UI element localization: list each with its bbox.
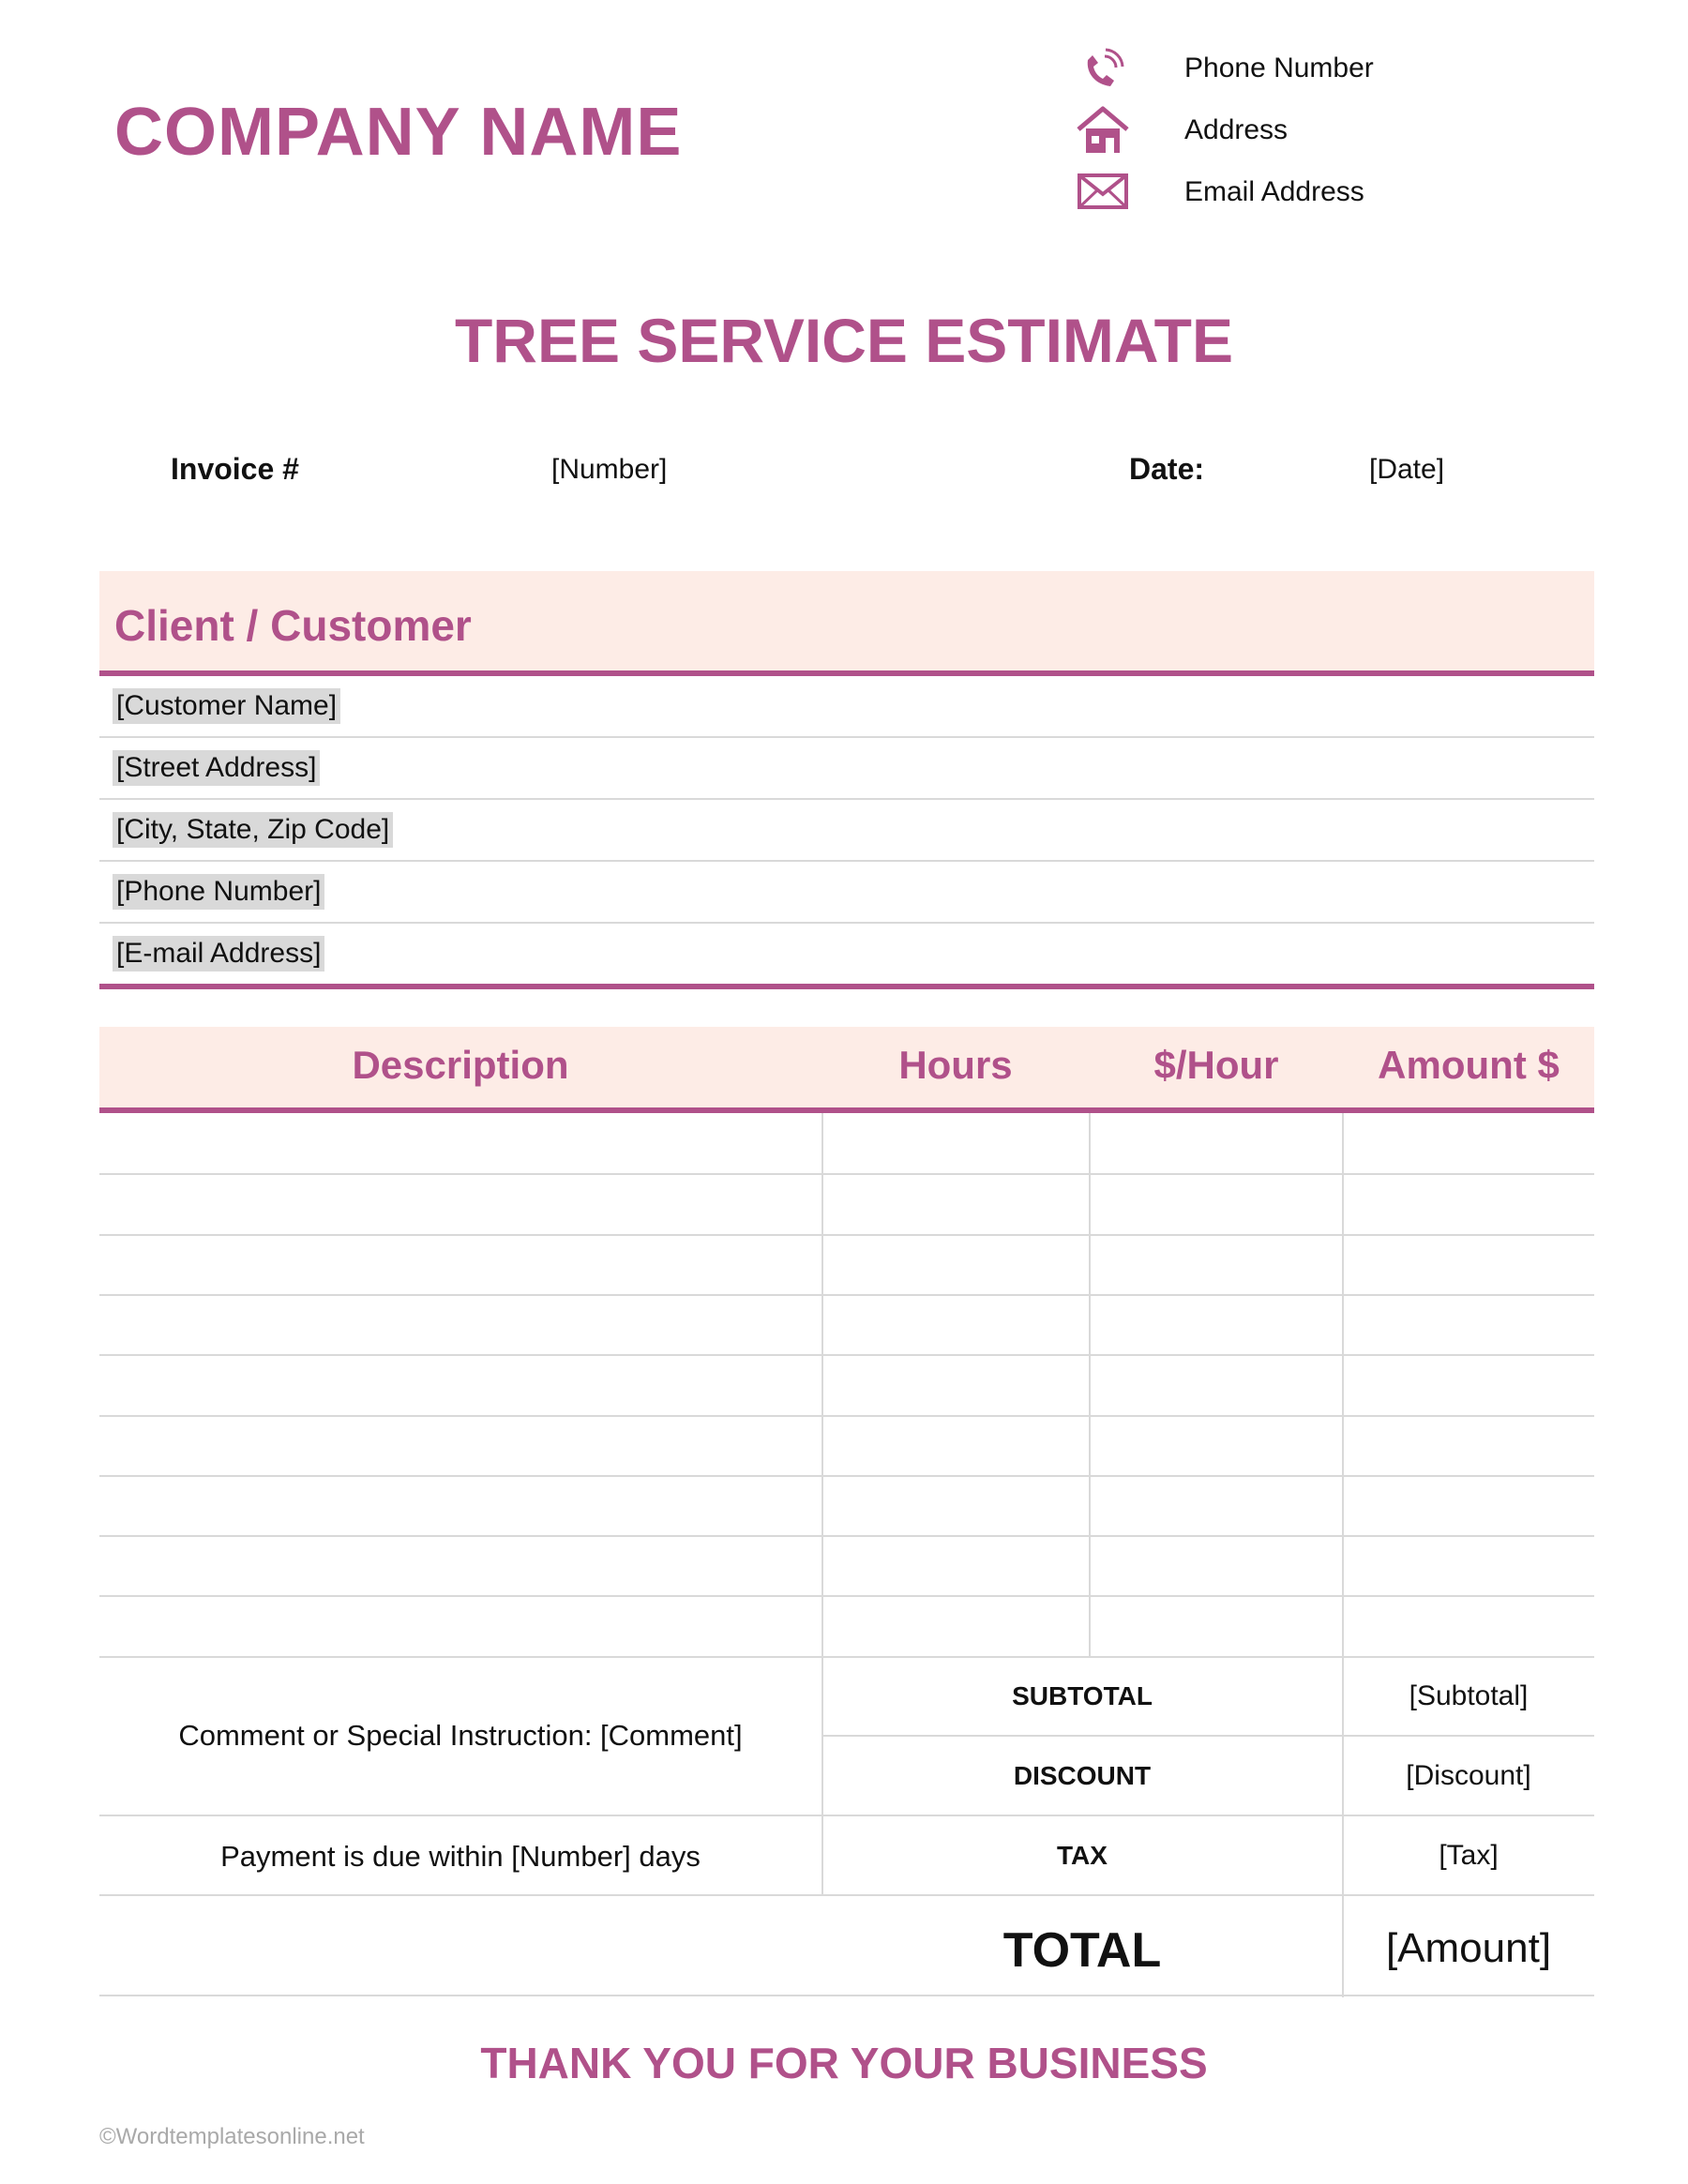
house-icon bbox=[1075, 103, 1131, 159]
row-divider bbox=[99, 1595, 1594, 1597]
items-header-rule bbox=[99, 1107, 1594, 1113]
column-header-rate: $/Hour bbox=[1153, 1043, 1279, 1087]
row-divider bbox=[99, 1173, 1594, 1175]
client-heading: Client / Customer bbox=[114, 601, 472, 650]
divider bbox=[99, 860, 1594, 862]
payment-terms[interactable]: Payment is due within [Number] days bbox=[220, 1840, 701, 1873]
divider bbox=[99, 1815, 1594, 1816]
discount-value[interactable]: [Discount] bbox=[1406, 1760, 1531, 1791]
credit-text: ©Wordtemplatesonline.net bbox=[99, 2124, 365, 2149]
row-divider bbox=[99, 1475, 1594, 1477]
divider bbox=[99, 736, 1594, 738]
column-header-description: Description bbox=[352, 1043, 569, 1087]
contact-phone: Phone Number bbox=[1184, 53, 1374, 83]
row-divider bbox=[99, 1415, 1594, 1417]
row-divider bbox=[99, 1234, 1594, 1236]
date-value[interactable]: [Date] bbox=[1369, 454, 1445, 485]
total-label: TOTAL bbox=[1002, 1923, 1162, 1978]
total-value[interactable]: [Amount] bbox=[1385, 1925, 1552, 1971]
comment-text[interactable]: Comment or Special Instruction: [Comment] bbox=[178, 1719, 743, 1752]
invoice-label: Invoice # bbox=[171, 452, 299, 486]
divider bbox=[99, 1995, 1594, 1996]
envelope-icon bbox=[1075, 163, 1131, 219]
contact-email: Email Address bbox=[1184, 176, 1364, 207]
client-city-state-zip[interactable]: [City, State, Zip Code] bbox=[113, 812, 393, 848]
divider bbox=[99, 1894, 1594, 1896]
client-phone-number[interactable]: [Phone Number] bbox=[113, 874, 324, 910]
company-name: COMPANY NAME bbox=[114, 95, 683, 170]
divider bbox=[823, 1735, 1594, 1737]
column-header-amount: Amount $ bbox=[1378, 1043, 1560, 1087]
client-street-address[interactable]: [Street Address] bbox=[113, 750, 320, 786]
invoice-number[interactable]: [Number] bbox=[551, 454, 668, 485]
discount-label: DISCOUNT bbox=[1013, 1761, 1152, 1790]
phone-icon bbox=[1075, 41, 1131, 98]
column-header-hours: Hours bbox=[898, 1043, 1013, 1087]
client-email-address[interactable]: [E-mail Address] bbox=[113, 936, 324, 972]
tax-label: TAX bbox=[1057, 1841, 1108, 1870]
column-divider bbox=[1089, 1113, 1091, 1656]
divider bbox=[99, 798, 1594, 800]
contact-address: Address bbox=[1184, 114, 1289, 145]
client-customer-name[interactable]: [Customer Name] bbox=[113, 688, 340, 724]
subtotal-label: SUBTOTAL bbox=[1012, 1681, 1153, 1710]
row-divider bbox=[99, 1656, 1594, 1658]
row-divider bbox=[99, 1535, 1594, 1537]
document-title: TREE SERVICE ESTIMATE bbox=[454, 306, 1234, 375]
client-top-rule bbox=[99, 670, 1594, 676]
tax-value[interactable]: [Tax] bbox=[1439, 1840, 1499, 1871]
client-bottom-rule bbox=[99, 984, 1594, 989]
row-divider bbox=[99, 1294, 1594, 1296]
date-label: Date: bbox=[1129, 452, 1205, 486]
thank-you-message: THANK YOU FOR YOUR BUSINESS bbox=[480, 2039, 1208, 2087]
divider bbox=[99, 922, 1594, 924]
subtotal-value[interactable]: [Subtotal] bbox=[1409, 1680, 1529, 1711]
row-divider bbox=[99, 1354, 1594, 1356]
